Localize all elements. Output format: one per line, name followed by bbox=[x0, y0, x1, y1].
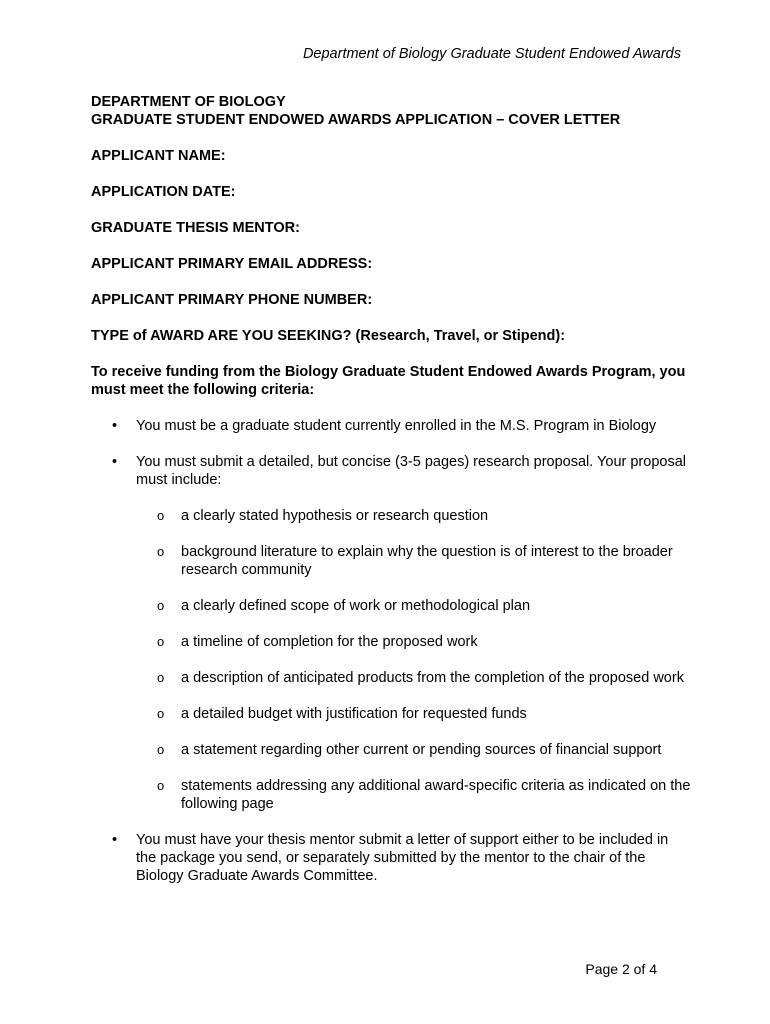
proposal-requirement-item bbox=[136, 597, 691, 615]
criteria-item bbox=[91, 831, 691, 885]
field-award-type: TYPE of AWARD ARE YOU SEEKING? (Research, Travel, or Stipend): bbox=[91, 328, 566, 344]
proposal-requirement-text: a detailed budget with justification for requested funds bbox=[181, 706, 527, 722]
sub-bullet-marker: o bbox=[157, 544, 165, 559]
proposal-requirement-text: a description of anticipated products from the completion of the proposed work bbox=[181, 670, 684, 686]
proposal-requirement-item bbox=[136, 705, 691, 723]
title-application: GRADUATE STUDENT ENDOWED AWARDS APPLICATION – COVER LETTER bbox=[91, 112, 621, 128]
proposal-requirement-item bbox=[136, 633, 691, 651]
criteria-item-text: You must submit a detailed, but concise (3-5 pages) research proposal. Your proposal must include: bbox=[136, 454, 686, 488]
field-applicant-name: APPLICANT NAME: bbox=[91, 148, 226, 164]
proposal-requirement-text: statements addressing any additional award-specific criteria as indicated on the following page bbox=[181, 778, 691, 812]
sub-bullet-marker: o bbox=[157, 706, 165, 721]
field-application-date: APPLICATION DATE: bbox=[91, 184, 236, 200]
criteria-intro: To receive funding from the Biology Graduate Student Endowed Awards Program, you must meet the following criteria: bbox=[91, 364, 686, 398]
proposal-requirement-text: a clearly stated hypothesis or research question bbox=[181, 508, 489, 524]
criteria-item-text: You must be a graduate student currently enrolled in the M.S. Program in Biology bbox=[136, 418, 657, 434]
proposal-requirement-text: a statement regarding other current or pending sources of financial support bbox=[181, 742, 662, 758]
proposal-requirement-item bbox=[136, 669, 691, 687]
sub-bullet-marker: o bbox=[157, 634, 165, 649]
field-thesis-mentor: GRADUATE THESIS MENTOR: bbox=[91, 220, 300, 236]
document-body bbox=[91, 93, 691, 903]
criteria-item bbox=[91, 417, 691, 435]
page-number: Page 2 of 4 bbox=[585, 961, 657, 977]
proposal-requirement-text: background literature to explain why the question is of interest to the broader research community bbox=[181, 544, 673, 578]
proposal-requirements-list bbox=[136, 507, 691, 813]
proposal-requirement-item bbox=[136, 777, 691, 813]
proposal-requirement-item bbox=[136, 741, 691, 759]
document-title bbox=[91, 93, 691, 129]
bullet-marker: • bbox=[112, 832, 118, 848]
sub-bullet-marker: o bbox=[157, 598, 165, 613]
proposal-requirement-text: a clearly defined scope of work or methodological plan bbox=[181, 598, 531, 614]
proposal-requirement-text: a timeline of completion for the proposed work bbox=[181, 634, 478, 650]
field-phone-number: APPLICANT PRIMARY PHONE NUMBER: bbox=[91, 292, 373, 308]
sub-bullet-marker: o bbox=[157, 742, 165, 757]
criteria-item-text: You must have your thesis mentor submit a letter of support either to be included in the package you send, or separately submitted by the mentor to the chair of the Biology Graduate Awards Committee. bbox=[136, 832, 669, 884]
title-department: DEPARTMENT OF BIOLOGY bbox=[91, 94, 286, 110]
criteria-item bbox=[91, 453, 691, 813]
proposal-requirement-item bbox=[136, 543, 691, 579]
field-email-address: APPLICANT PRIMARY EMAIL ADDRESS: bbox=[91, 256, 373, 272]
bullet-marker: • bbox=[112, 454, 118, 470]
running-header: Department of Biology Graduate Student Endowed Awards bbox=[302, 46, 681, 62]
sub-bullet-marker: o bbox=[157, 670, 165, 685]
bullet-marker: • bbox=[112, 418, 118, 434]
sub-bullet-marker: o bbox=[157, 508, 165, 523]
sub-bullet-marker: o bbox=[157, 778, 165, 793]
proposal-requirement-item bbox=[136, 507, 691, 525]
criteria-list bbox=[91, 417, 691, 885]
